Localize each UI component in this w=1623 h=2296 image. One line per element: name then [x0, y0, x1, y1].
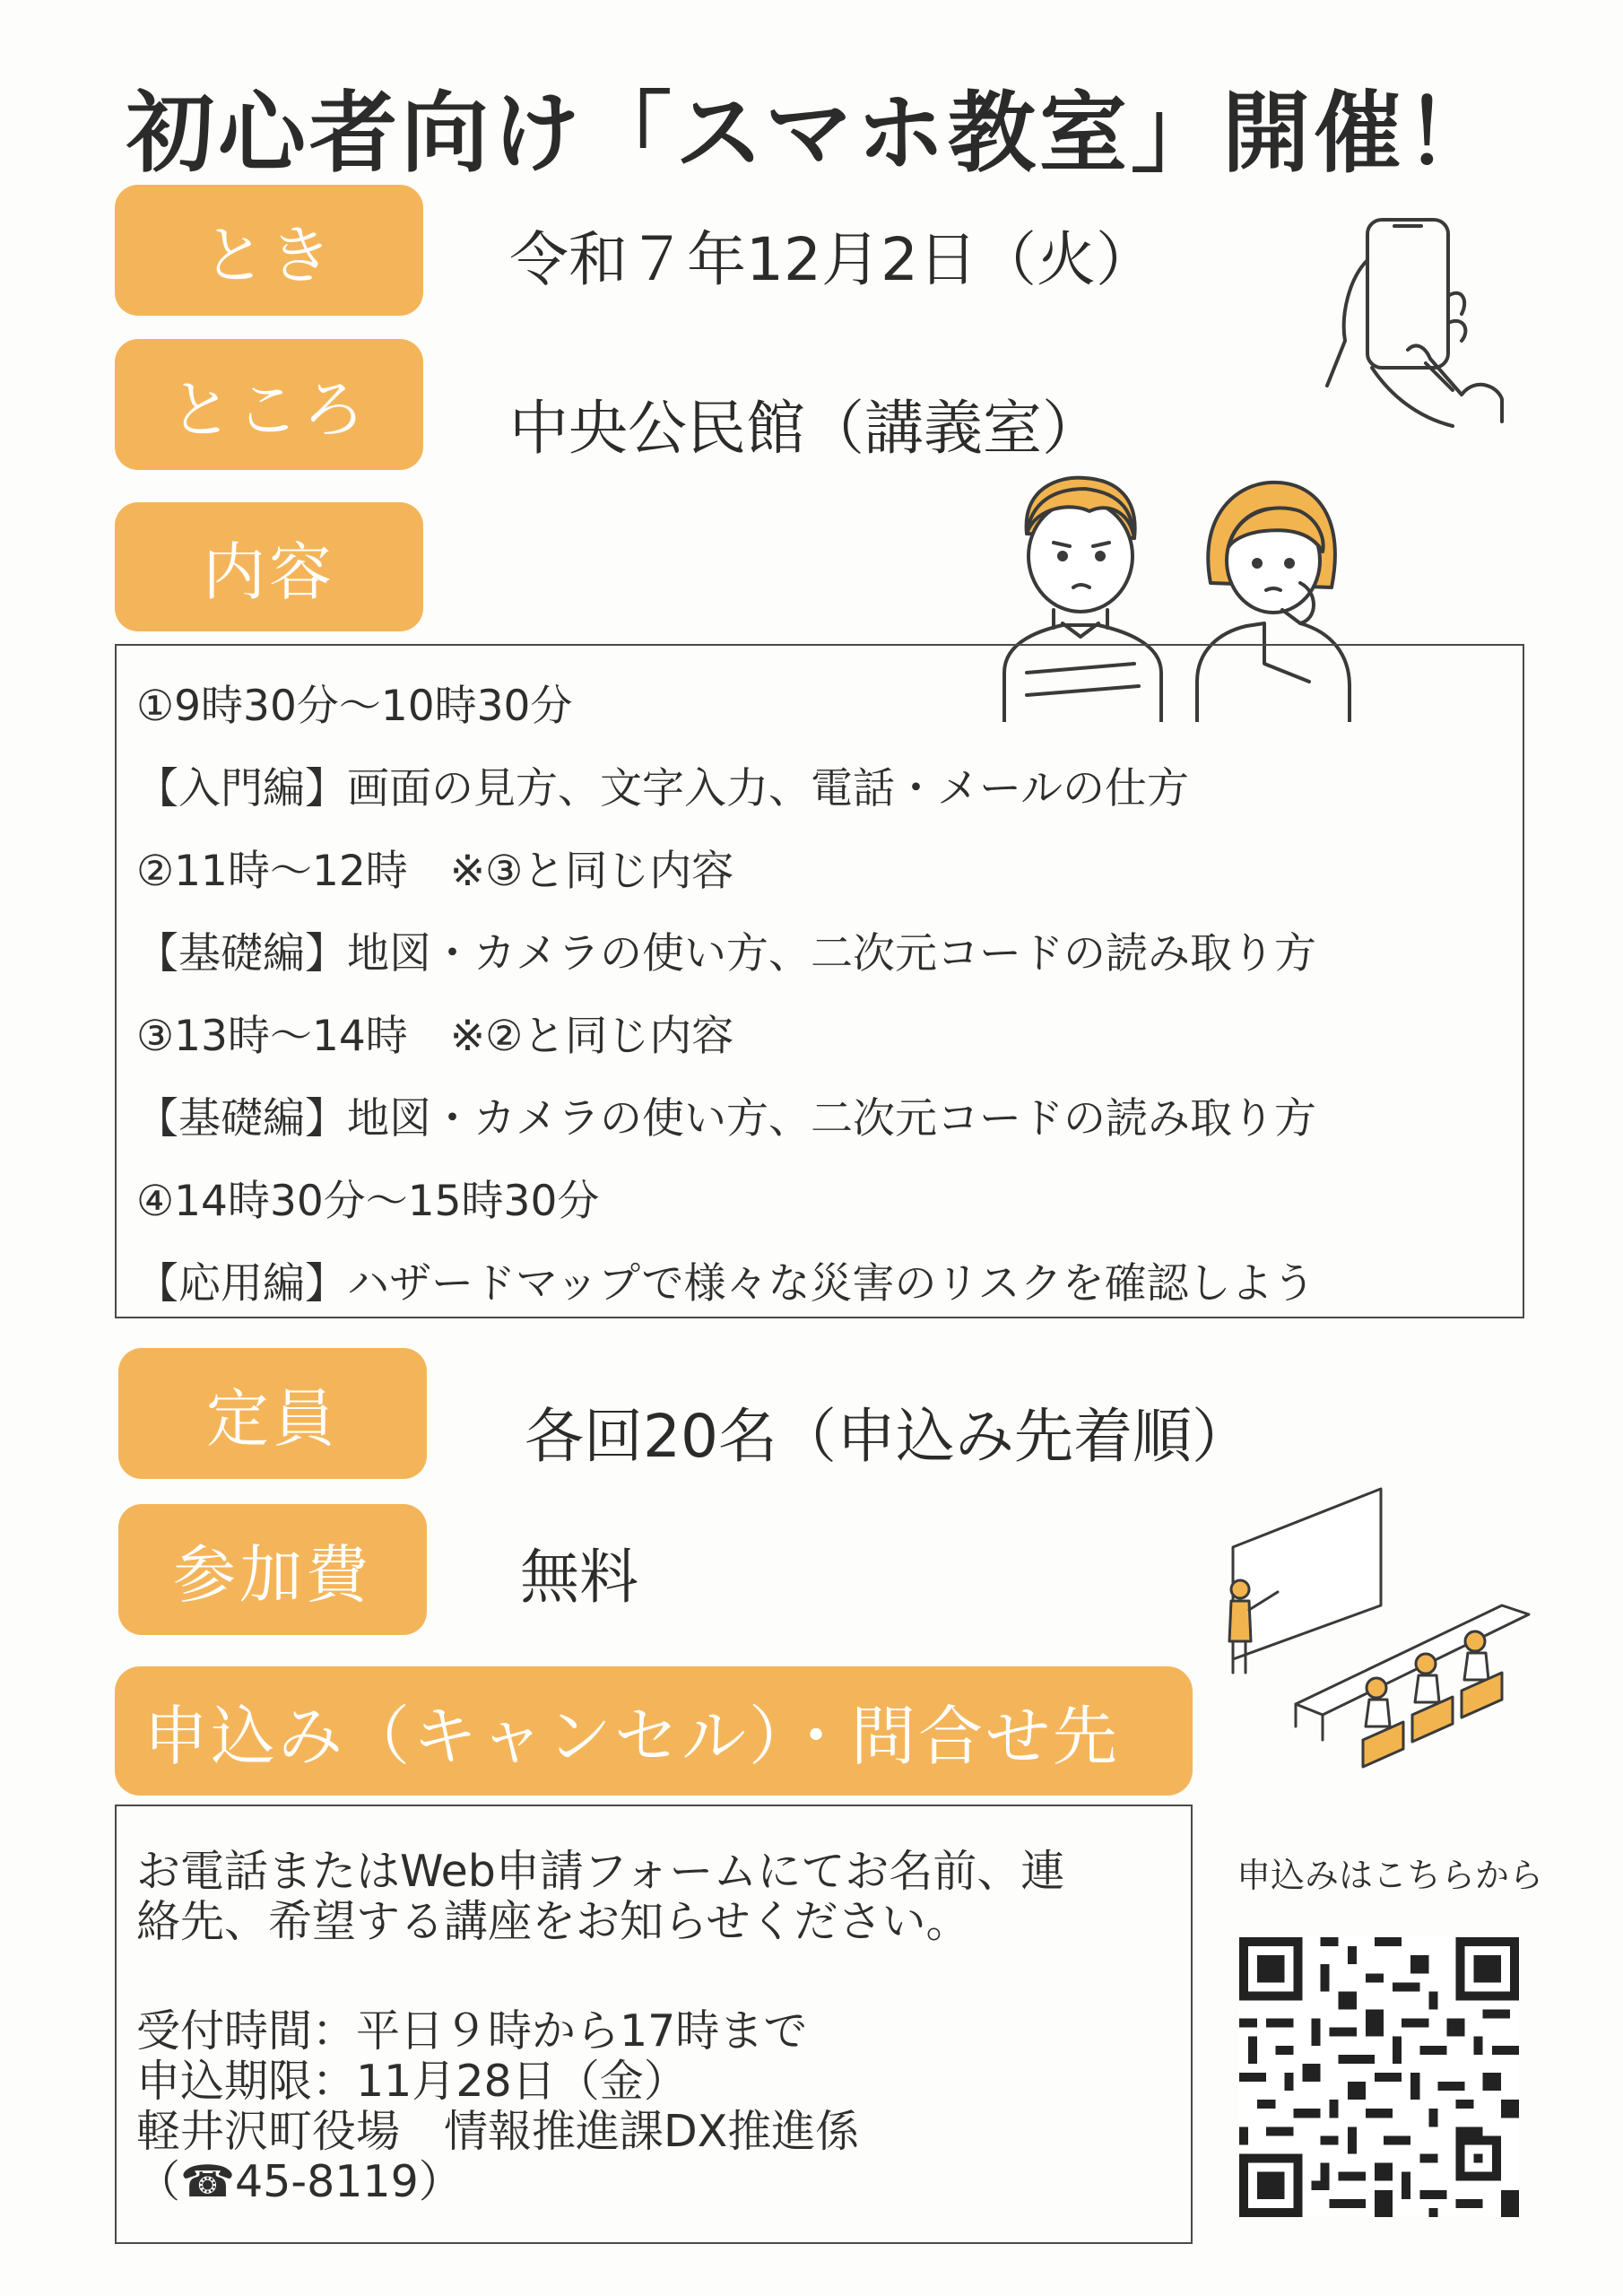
- when-value: 令和７年12月2日（火）: [509, 225, 1155, 294]
- capacity-label: 定員: [118, 1348, 427, 1479]
- session-1-time: ①9時30分～10時30分: [136, 682, 573, 731]
- reception-hours: 受付時間：平日９時から17時まで: [136, 2005, 808, 2057]
- content-label: 内容: [115, 502, 423, 631]
- where-value: 中央公民館（講義室）: [509, 394, 1101, 463]
- session-2-time: ②11時～12時 ※③と同じ内容: [136, 847, 734, 896]
- when-label: とき: [115, 185, 423, 316]
- session-3-time: ③13時～14時 ※②と同じ内容: [136, 1012, 734, 1061]
- contact-office: 軽井沢町役場 情報推進課DX推進係: [136, 2106, 860, 2157]
- page-title: 初心者向け「スマホ教室」開催！: [126, 83, 1497, 185]
- contact-box: [115, 1805, 1193, 2244]
- smartphone-hand-icon: [1318, 206, 1515, 439]
- session-4-time: ④14時30分～15時30分: [136, 1177, 600, 1226]
- qr-caption: 申込みはこちらから: [1236, 1856, 1543, 1895]
- contact-line-1: お電話またはWeb申請フォームにてお名前、連: [136, 1846, 1065, 1897]
- capacity-value: 各回20名（申込み先着順）: [525, 1402, 1251, 1471]
- sessions-box: [115, 644, 1524, 1318]
- contact-header: 申込み（キャンセル）・問合せ先: [115, 1666, 1193, 1796]
- fee-label: 参加費: [118, 1504, 427, 1635]
- classroom-icon: [1215, 1480, 1556, 1803]
- session-4-topic: 【応用編】ハザードマップで様々な災害のリスクを確認しよう: [136, 1259, 1315, 1309]
- fee-value: 無料: [520, 1543, 638, 1612]
- session-1-topic: 【入門編】画面の見方、文字入力、電話・メールの仕方: [136, 764, 1190, 813]
- qr-code-icon[interactable]: [1239, 1937, 1519, 2217]
- application-deadline: 申込期限：11月28日（金）: [136, 2056, 688, 2107]
- session-3-topic: 【基礎編】地図・カメラの使い方、二次元コードの読み取り方: [136, 1094, 1316, 1144]
- contact-phone: （☎45-8119）: [136, 2156, 463, 2207]
- session-2-topic: 【基礎編】地図・カメラの使い方、二次元コードの読み取り方: [136, 929, 1316, 978]
- where-label: ところ: [115, 339, 423, 470]
- contact-line-2: 絡先、希望する講座をお知らせください。: [136, 1896, 970, 1947]
